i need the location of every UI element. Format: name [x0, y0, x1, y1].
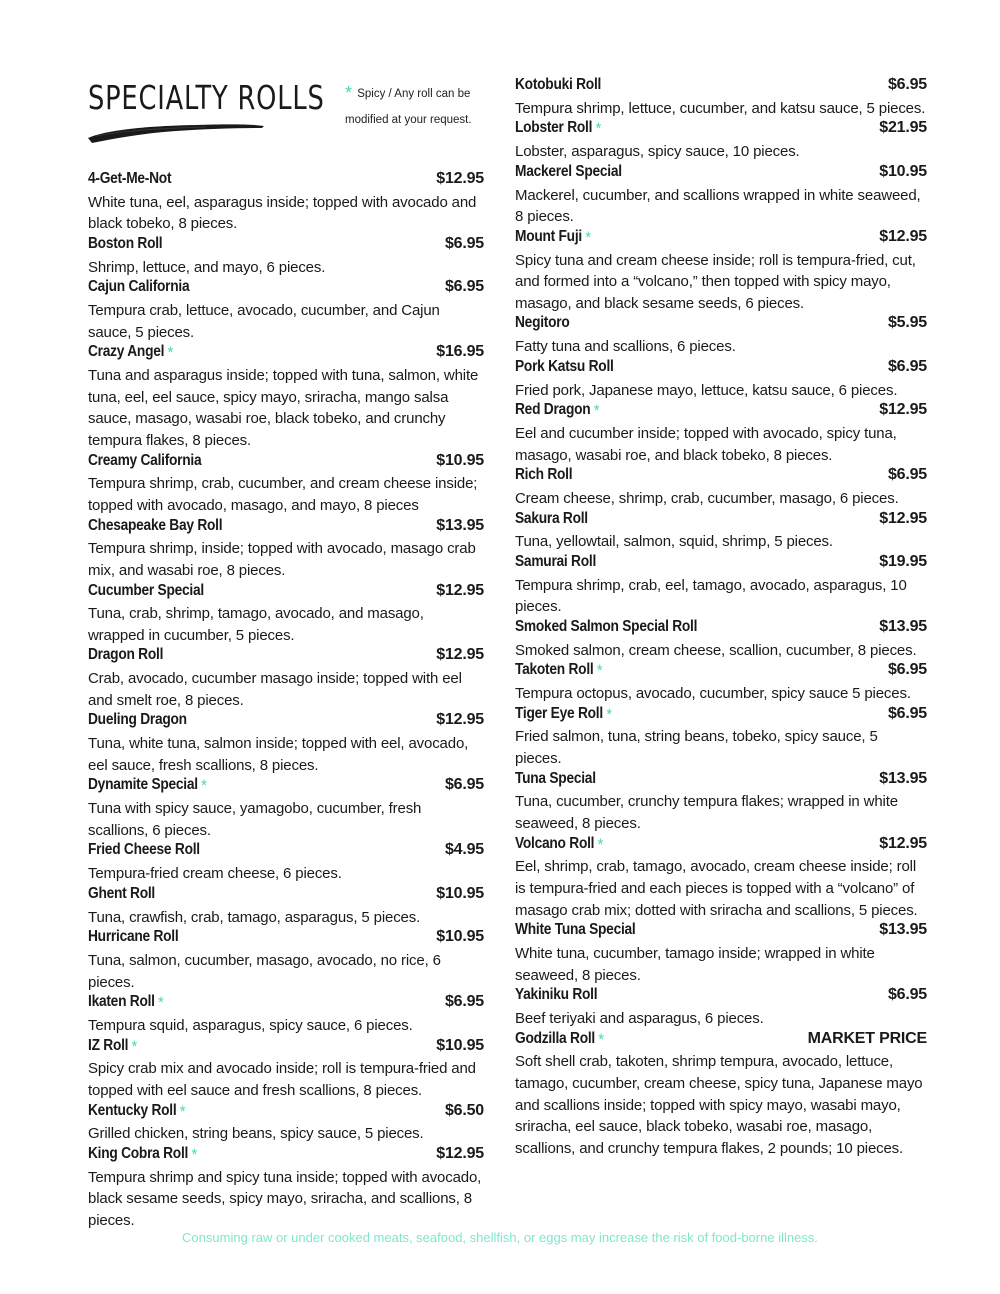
menu-item-name	[515, 163, 622, 181]
menu-item	[515, 1030, 927, 1160]
menu-item-description: Tuna, salmon, cucumber, masago, avocado, no rice, 6 pieces.	[88, 952, 441, 991]
menu-item-header	[515, 76, 927, 98]
menu-item	[88, 885, 484, 928]
menu-item-price: $6.95	[887, 661, 927, 679]
menu-item-price: $12.95	[879, 401, 927, 419]
menu-item-name-text: Mount Fuji	[515, 227, 582, 245]
menu-item-name-text: Cucumber Special	[88, 581, 204, 599]
menu-item-header	[88, 1102, 484, 1124]
menu-item-name	[88, 170, 171, 188]
menu-item	[88, 517, 484, 582]
menu-item-name-text: Red Dragon	[515, 401, 591, 419]
menu-item-header	[88, 235, 484, 257]
menu-item	[515, 618, 927, 661]
menu-item-description: Spicy tuna and cream cheese inside; roll is tempura-fried, cut, and formed into a “volcano,” then topped with spicy mayo, masago, and black sesame seeds, 6 pieces.	[515, 251, 916, 312]
menu-item-price: $5.95	[887, 314, 927, 332]
menu-item-name	[515, 705, 614, 725]
menu-item-description: Tempura-fried cream cheese, 6 pieces.	[88, 865, 342, 883]
menu-item-price: $10.95	[436, 451, 484, 469]
menu-item	[88, 776, 484, 841]
menu-item	[88, 1037, 484, 1102]
menu-item-price: $12.95	[436, 1144, 484, 1162]
menu-item-name-text: Yakiniku Roll	[515, 986, 598, 1004]
menu-item	[515, 163, 927, 228]
menu-item-price: $6.95	[887, 704, 927, 722]
menu-item-description: White tuna, eel, asparagus inside; topped with avocado and black tobeko, 8 pieces.	[88, 193, 477, 233]
menu-item-description: Cream cheese, shrimp, crab, cucumber, masago, 6 pieces.	[515, 489, 899, 507]
menu-item-header	[88, 711, 484, 733]
spicy-star-icon: *	[597, 834, 604, 854]
menu-item-header	[515, 1030, 927, 1052]
menu-item-price: $12.95	[879, 227, 927, 245]
menu-item-price: $6.95	[887, 76, 927, 93]
menu-column-right	[515, 76, 927, 1159]
menu-item-price: $6.95	[444, 278, 484, 296]
menu-item-header	[88, 517, 484, 539]
menu-item	[515, 358, 927, 401]
menu-item-price: $10.95	[436, 928, 484, 946]
menu-item-header	[88, 646, 484, 668]
menu-item-header	[515, 401, 927, 423]
menu-item-name	[515, 618, 697, 636]
menu-item-price: $16.95	[436, 343, 484, 361]
menu-item-price: $4.95	[444, 841, 484, 859]
menu-item-price: $12.95	[436, 581, 484, 599]
menu-item-name	[88, 885, 155, 903]
menu-item-name-text: Chesapeake Bay Roll	[88, 516, 223, 534]
menu-item	[515, 76, 927, 119]
menu-item-header	[515, 618, 927, 640]
menu-item	[515, 510, 927, 553]
menu-item-description: Tuna, crab, shrimp, tamago, avocado, and masago, wrapped in cucumber, 5 pieces.	[88, 605, 424, 644]
menu-item-name-text: King Cobra Roll	[88, 1144, 189, 1162]
menu-item	[88, 711, 484, 776]
menu-item-name	[88, 1145, 199, 1165]
menu-item-description: Tuna, crawfish, crab, tamago, asparagus, 5 pieces.	[88, 908, 421, 926]
menu-item-description: Shrimp, lettuce, and mayo, 6 pieces.	[88, 258, 326, 276]
spicy-note	[345, 80, 490, 133]
menu-item-header	[88, 170, 484, 192]
menu-item-name-text: Boston Roll	[88, 234, 163, 252]
menu-item-header	[515, 770, 927, 792]
menu-item-price: $12.95	[879, 834, 927, 852]
menu-item-header	[88, 776, 484, 798]
menu-item-description: Tuna, cucumber, crunchy tempura flakes; wrapped in white seaweed, 8 pieces.	[515, 793, 898, 833]
menu-item-header	[515, 510, 927, 532]
menu-item-price: $13.95	[879, 617, 927, 635]
menu-item-name	[515, 1030, 606, 1050]
menu-item	[88, 582, 484, 647]
menu-item	[88, 343, 484, 451]
menu-item	[88, 928, 484, 993]
menu-item-description: Spicy crab mix and avocado inside; roll is tempura-fried and topped with eel sauce and fresh scallions, 8 pieces.	[88, 1060, 476, 1099]
menu-item	[88, 841, 484, 884]
menu-item-name-text: Cajun California	[88, 278, 190, 296]
spicy-star-icon: *	[595, 119, 602, 139]
menu-item	[515, 314, 927, 357]
menu-item-name-text: Negitoro	[515, 314, 570, 332]
menu-item-description: Fried pork, Japanese mayo, lettuce, katsu sauce, 6 pieces.	[515, 381, 898, 399]
menu-item	[515, 661, 927, 704]
spicy-note-text: Spicy / Any roll can be modified at your request.	[345, 88, 472, 126]
menu-item-name-text: Tuna Special	[515, 769, 596, 787]
spicy-star-icon: *	[191, 1144, 197, 1164]
spicy-star-icon: *	[179, 1101, 186, 1121]
menu-item-name	[515, 770, 596, 788]
menu-item-header	[515, 314, 927, 336]
menu-item-name	[515, 314, 570, 332]
menu-item-name-text: Volcano Roll	[515, 834, 595, 852]
menu-item-name	[88, 582, 204, 600]
menu-item-name	[88, 646, 163, 664]
menu-item-name-text: Godzilla Roll	[515, 1029, 595, 1047]
menu-item	[515, 466, 927, 509]
menu-item-price: $12.95	[879, 509, 927, 527]
menu-item-name-text: Ghent Roll	[88, 884, 155, 902]
menu-item-price: $6.95	[444, 234, 484, 252]
menu-item-price: $21.95	[879, 119, 927, 137]
menu-item-header	[88, 582, 484, 604]
menu-item	[515, 770, 927, 835]
brush-stroke-decoration	[86, 118, 266, 146]
menu-item	[88, 452, 484, 517]
spicy-star-icon: *	[596, 661, 603, 681]
menu-item	[515, 705, 927, 770]
menu-item-name-text: Tiger Eye Roll	[515, 704, 603, 722]
menu-item	[88, 993, 484, 1036]
menu-item-description: Fatty tuna and scallions, 6 pieces.	[515, 338, 736, 356]
menu-item-price: $10.95	[436, 1036, 484, 1054]
menu-item	[88, 278, 484, 343]
menu-item	[515, 553, 927, 618]
menu-item-name	[515, 661, 604, 681]
menu-item-name	[88, 1037, 139, 1057]
menu-item-description: Tempura shrimp, crab, cucumber, and cream cheese inside; topped with avocado, masago, and mayo, 8 pieces	[88, 475, 478, 514]
menu-item-name	[515, 986, 597, 1004]
menu-item-header	[88, 278, 484, 300]
menu-item-name	[515, 119, 603, 139]
menu-item-name	[88, 711, 187, 729]
menu-item-name	[515, 835, 605, 855]
menu-item	[515, 401, 927, 466]
menu-item-price: $6.95	[887, 986, 927, 1004]
menu-item-header	[515, 986, 927, 1008]
menu-item-description: Lobster, asparagus, spicy sauce, 10 pieces.	[515, 143, 800, 161]
menu-item-name-text: Creamy California	[88, 451, 202, 469]
menu-item-header	[88, 885, 484, 907]
menu-item-description: Smoked salmon, cream cheese, scallion, cucumber, 8 pieces.	[515, 641, 917, 659]
menu-item-name	[88, 1102, 187, 1122]
menu-item-price: $10.95	[879, 162, 927, 180]
menu-item-header	[515, 466, 927, 488]
menu-item-description: Tuna with spicy sauce, yamagobo, cucumber, fresh scallions, 6 pieces.	[88, 800, 422, 839]
menu-item	[88, 1145, 484, 1232]
menu-item-description: Crab, avocado, cucumber masago inside; topped with eel and smelt roe, 8 pieces.	[88, 670, 462, 709]
menu-item-price: $6.95	[444, 776, 484, 794]
menu-item-price: $6.50	[444, 1101, 484, 1119]
spicy-star-icon: *	[345, 83, 353, 103]
menu-item-description: Fried salmon, tuna, string beans, tobeko, spicy sauce, 5 pieces.	[515, 728, 878, 768]
menu-item-description: Tuna, white tuna, salmon inside; topped with eel, avocado, eel sauce, fresh scallions, 8 pieces.	[88, 735, 469, 774]
menu-item-header	[88, 928, 484, 950]
menu-item-header	[88, 993, 484, 1015]
menu-item-name-text: Ikaten Roll	[88, 993, 155, 1011]
menu-item-description: Beef teriyaki and asparagus, 6 pieces.	[515, 1009, 764, 1027]
spicy-star-icon: *	[606, 704, 612, 724]
menu-item-name-text: IZ Roll	[88, 1036, 129, 1054]
menu-item	[515, 835, 927, 922]
menu-item-header	[515, 705, 927, 727]
menu-item-name-text: Smoked Salmon Special Roll	[515, 617, 698, 635]
menu-item-name-text: White Tuna Special	[515, 921, 636, 939]
menu-item-description: Soft shell crab, takoten, shrimp tempura, avocado, lettuce, tamago, cucumber, cream cheese, spicy tuna, Japanese mayo and scallions inside; topped with spicy mayo, wasabi mayo, sriracha, eel sauce, black tobeko, wasabi roe, masago, scallions, and crunchy tempura flakes, 2 pounds; 10 pieces.	[515, 1053, 923, 1157]
menu-item-name-text: Samurai Roll	[515, 552, 597, 570]
menu-item-name-text: Hurricane Roll	[88, 928, 179, 946]
menu-item-description: Grilled chicken, string beans, spicy sauce, 5 pieces.	[88, 1125, 424, 1143]
spicy-star-icon: *	[167, 343, 174, 363]
menu-item	[88, 235, 484, 278]
menu-item	[88, 1102, 484, 1145]
menu-item-name-text: Takoten Roll	[515, 661, 594, 679]
menu-item-name-text: Pork Katsu Roll	[515, 357, 614, 375]
menu-item-header	[88, 452, 484, 474]
menu-item-description: Tuna, yellowtail, salmon, squid, shrimp, 5 pieces.	[515, 533, 833, 551]
menu-item-description: Tempura crab, lettuce, avocado, cucumber, and Cajun sauce, 5 pieces.	[88, 302, 440, 341]
menu-item-name-text: Dragon Roll	[88, 646, 164, 664]
menu-item-header	[515, 358, 927, 380]
menu-item-name-text: Dynamite Special	[88, 776, 198, 794]
menu-item-description: Tempura shrimp, crab, eel, tamago, avocado, asparagus, 10 pieces.	[515, 576, 907, 616]
menu-item-name-text: Lobster Roll	[515, 119, 593, 137]
page-title: SPECIALTY ROLLS	[88, 78, 325, 117]
menu-item-name	[88, 452, 201, 470]
menu-item-price: $6.95	[887, 357, 927, 375]
menu-item-name	[515, 553, 596, 571]
menu-item-header	[515, 921, 927, 943]
menu-item-header	[88, 343, 484, 365]
menu-item-name-text: Crazy Angel	[88, 343, 165, 361]
menu-item-price: $12.95	[436, 646, 484, 664]
menu-item-name	[88, 776, 208, 796]
menu-item-header	[515, 119, 927, 141]
menu-item-price: MARKET PRICE	[807, 1029, 927, 1047]
spicy-star-icon: *	[585, 227, 591, 247]
menu-item-description: Tempura shrimp, lettuce, cucumber, and katsu sauce, 5 pieces.	[515, 99, 926, 117]
menu-item-price: $6.95	[887, 466, 927, 484]
menu-item	[515, 986, 927, 1029]
menu-item-name-text: Fried Cheese Roll	[88, 841, 200, 859]
menu-item	[515, 228, 927, 315]
menu-column-left	[88, 170, 484, 1232]
menu-item-description: Tempura shrimp and spicy tuna inside; topped with avocado, black sesame seeds, spicy mayo, sriracha, and scallions, 8 pieces.	[88, 1168, 482, 1229]
menu-item-name	[88, 517, 222, 535]
menu-item-price: $10.95	[436, 884, 484, 902]
spicy-star-icon: *	[201, 776, 207, 796]
menu-item-name-text: Kentucky Roll	[88, 1101, 177, 1119]
menu-item	[515, 921, 927, 986]
menu-item-description: Tuna and asparagus inside; topped with tuna, salmon, white tuna, eel, eel sauce, spicy mayo, sriracha, mango salsa sauce, masago, wasabi roe, black tobeko, and crunchy tempura flakes, 8 pieces.	[88, 367, 479, 449]
menu-item-name	[88, 343, 175, 363]
menu-item-name	[515, 921, 635, 939]
menu-item-description: Mackerel, cucumber, and scallions wrapped in white seaweed, 8 pieces.	[515, 186, 921, 226]
menu-item-price: $13.95	[879, 921, 927, 939]
menu-item-name-text: Kotobuki Roll	[515, 76, 602, 93]
menu-item-price: $19.95	[879, 552, 927, 570]
menu-item-name-text: Mackerel Special	[515, 162, 622, 180]
menu-item-description: Eel, shrimp, crab, tamago, avocado, cream cheese inside; roll is tempura-fried and each pieces is topped with a “volcano” of masago crab mix; dotted with sriracha and scallions, 5 pieces.	[515, 858, 918, 919]
menu-item-price: $13.95	[436, 516, 484, 534]
food-safety-footer: Consuming raw or under cooked meats, seafood, shellfish, or eggs may increase the risk of food-borne illness.	[182, 1230, 818, 1245]
menu-item-price: $13.95	[879, 769, 927, 787]
menu-item	[88, 170, 484, 235]
menu-item-description: Tempura shrimp, inside; topped with avocado, masago crab mix, and wasabi roe, 8 pieces.	[88, 540, 476, 579]
menu-item-price: $12.95	[436, 711, 484, 729]
menu-item	[515, 119, 927, 162]
menu-item-header	[515, 553, 927, 575]
spicy-star-icon: *	[131, 1036, 138, 1056]
spicy-star-icon: *	[598, 1029, 604, 1049]
menu-item-header	[88, 1037, 484, 1059]
menu-item-header	[515, 835, 927, 857]
menu-item-name-text: Rich Roll	[515, 466, 573, 484]
spicy-star-icon: *	[593, 401, 600, 421]
menu-item-name	[88, 278, 189, 296]
menu-item-name	[88, 928, 178, 946]
menu-item-header	[88, 841, 484, 863]
menu-item-name-text: Dueling Dragon	[88, 711, 187, 729]
menu-item-name	[515, 401, 601, 421]
menu-item	[88, 646, 484, 711]
menu-item-header	[515, 228, 927, 250]
menu-item-name-text: 4-Get-Me-Not	[88, 170, 172, 187]
menu-item-name	[88, 841, 200, 859]
menu-item-header	[515, 163, 927, 185]
menu-item-name	[515, 76, 601, 94]
spicy-star-icon: *	[158, 993, 164, 1013]
menu-item-price: $6.95	[444, 993, 484, 1011]
menu-item-name-text: Sakura Roll	[515, 509, 588, 527]
menu-header	[88, 78, 488, 158]
menu-item-description: White tuna, cucumber, tamago inside; wrapped in white seaweed, 8 pieces.	[515, 945, 875, 984]
menu-item-description: Tempura octopus, avocado, cucumber, spicy sauce 5 pieces.	[515, 685, 911, 703]
menu-item-name	[88, 993, 165, 1013]
menu-item-name	[515, 228, 593, 248]
menu-item-name	[515, 510, 588, 528]
menu-item-price: $12.95	[436, 170, 484, 187]
menu-item-header	[88, 1145, 484, 1167]
menu-item-name	[515, 358, 614, 376]
menu-item-name	[88, 235, 162, 253]
menu-item-description: Eel and cucumber inside; topped with avocado, spicy tuna, masago, wasabi roe, and black tobeko, 8 pieces.	[515, 424, 897, 464]
menu-item-header	[515, 661, 927, 683]
menu-item-description: Tempura squid, asparagus, spicy sauce, 6 pieces.	[88, 1017, 413, 1034]
menu-item-name	[515, 466, 572, 484]
